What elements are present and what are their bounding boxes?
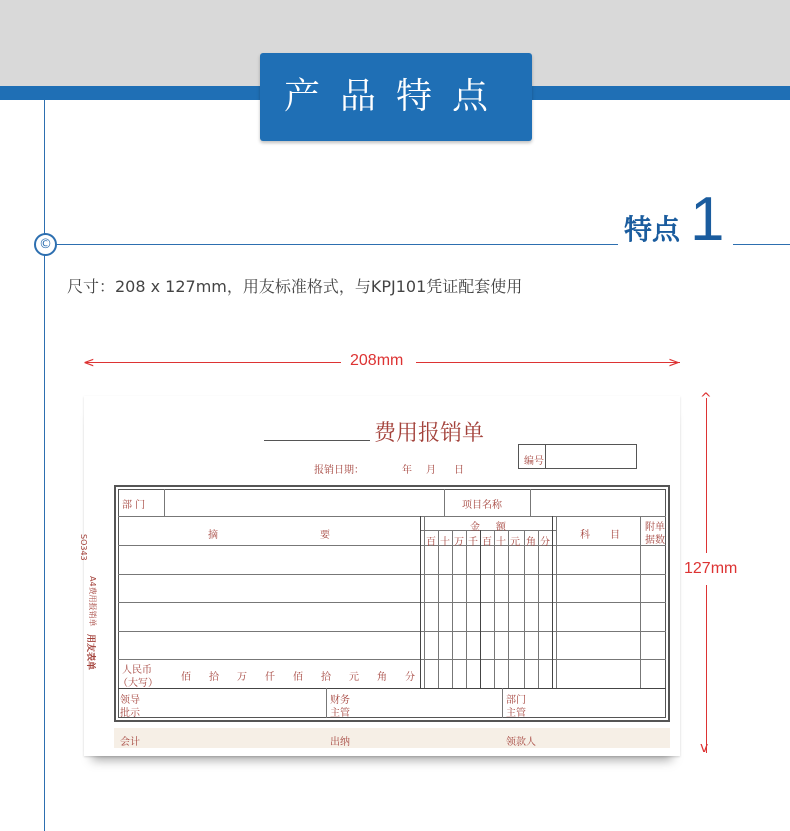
feature-label: 特点 xyxy=(624,213,681,246)
copyright-icon: © xyxy=(34,233,57,256)
rmb-unit: 分 xyxy=(405,672,415,683)
grid-line xyxy=(466,530,467,688)
side-code: SO343 xyxy=(79,534,88,561)
grid-line xyxy=(424,516,425,688)
rmb-unit: 拾 xyxy=(209,672,219,683)
digit-label: 百 xyxy=(426,537,436,548)
grid-line xyxy=(494,530,495,688)
left-guide-line xyxy=(44,100,45,831)
height-label: 127mm xyxy=(684,560,738,577)
cashier-label: 出纳 xyxy=(330,737,350,748)
grid-line xyxy=(118,659,666,660)
rmb-unit: 万 xyxy=(237,672,247,683)
digit-label: 角 xyxy=(526,537,536,548)
day-label: 日 xyxy=(454,465,464,476)
section-divider-right xyxy=(733,244,790,245)
dept-head-label: 部门 xyxy=(506,695,526,706)
number-box-divider xyxy=(545,444,546,469)
rmb-label: 人民币 xyxy=(122,665,152,676)
digit-label: 元 xyxy=(510,537,520,548)
year-label: 年 xyxy=(402,465,412,476)
payee-label: 领款人 xyxy=(506,737,536,748)
department-label: 部 门 xyxy=(122,500,146,511)
title-underline xyxy=(264,440,370,441)
digit-label: 十 xyxy=(496,537,506,548)
rmb-unit: 佰 xyxy=(181,672,191,683)
digit-label: 千 xyxy=(468,537,478,548)
grid-line xyxy=(502,688,503,718)
digit-label: 百 xyxy=(482,537,492,548)
arrow-down-icon: v xyxy=(700,740,709,756)
rmb-unit: 佰 xyxy=(293,672,303,683)
grid-line xyxy=(420,516,421,688)
grid-line xyxy=(452,530,453,688)
digit-label: 十 xyxy=(440,537,450,548)
grid-line xyxy=(326,688,327,718)
grid-line xyxy=(420,530,556,531)
project-label: 项目名称 xyxy=(462,500,502,511)
dept-head-label-2: 主管 xyxy=(506,708,526,719)
side-brand: 用友表单 xyxy=(85,634,95,671)
grid-line xyxy=(524,530,525,688)
rmb-unit: 元 xyxy=(349,672,359,683)
digit-label: 万 xyxy=(454,537,464,548)
grid-line xyxy=(118,688,666,689)
feature-description: 尺寸：208 x 127mm，用友标准格式，与KPJ101凭证配套使用 xyxy=(67,277,523,296)
rmb-unit: 角 xyxy=(377,672,387,683)
subject-label-2: 目 xyxy=(610,530,620,541)
amount-label: 金 xyxy=(470,522,480,533)
grid-line xyxy=(444,489,445,516)
grid-line xyxy=(118,516,666,517)
finance-label-2: 主管 xyxy=(330,708,350,719)
grid-line xyxy=(118,545,666,546)
width-dimension-line xyxy=(416,362,680,363)
grid-line xyxy=(556,516,557,688)
section-divider-left xyxy=(56,244,618,245)
leader-label-2: 批示 xyxy=(120,708,140,719)
width-dimension-line xyxy=(85,362,341,363)
date-label: 报销日期： xyxy=(314,465,364,476)
voucher-title: 费用报销单 xyxy=(374,421,485,446)
arrow-right-icon: > xyxy=(668,355,680,371)
voucher-form-image xyxy=(79,396,680,756)
subject-label: 科 xyxy=(580,530,590,541)
amount-label-2: 额 xyxy=(496,522,506,533)
grid-line xyxy=(480,530,481,688)
rmb-label-2: （大写） xyxy=(118,678,158,689)
attachment-label: 附单 xyxy=(645,522,665,533)
digit-label: 分 xyxy=(540,537,550,548)
grid-line xyxy=(552,516,553,688)
grid-line xyxy=(118,574,666,575)
grid-line xyxy=(538,530,539,688)
grid-line xyxy=(438,530,439,688)
footer-band xyxy=(114,728,670,748)
leader-label: 领导 xyxy=(120,695,140,706)
grid-line xyxy=(640,516,641,688)
height-dimension-line xyxy=(706,585,707,753)
grid-line xyxy=(508,530,509,688)
page-title: 产品特点 xyxy=(260,53,532,141)
width-label: 208mm xyxy=(350,352,404,369)
grid-line xyxy=(118,631,666,632)
rmb-unit: 仟 xyxy=(265,672,275,683)
grid-line xyxy=(118,602,666,603)
arrow-up-icon: ^ xyxy=(700,391,712,407)
attachment-label-2: 据数 xyxy=(645,535,665,546)
side-form-name: A4费用报销单 xyxy=(88,576,97,627)
finance-label: 财务 xyxy=(330,695,350,706)
table-inner-frame xyxy=(118,489,666,718)
month-label: 月 xyxy=(426,465,436,476)
feature-number: 1 xyxy=(690,185,725,254)
arrow-left-icon: < xyxy=(83,355,95,371)
number-label: 编号 xyxy=(524,456,544,467)
grid-line xyxy=(530,489,531,516)
accountant-label: 会计 xyxy=(120,737,140,748)
rmb-unit: 拾 xyxy=(321,672,331,683)
summary-label-2: 要 xyxy=(320,530,330,541)
grid-line xyxy=(164,489,165,516)
height-dimension-line xyxy=(706,398,707,553)
summary-label: 摘 xyxy=(208,530,218,541)
